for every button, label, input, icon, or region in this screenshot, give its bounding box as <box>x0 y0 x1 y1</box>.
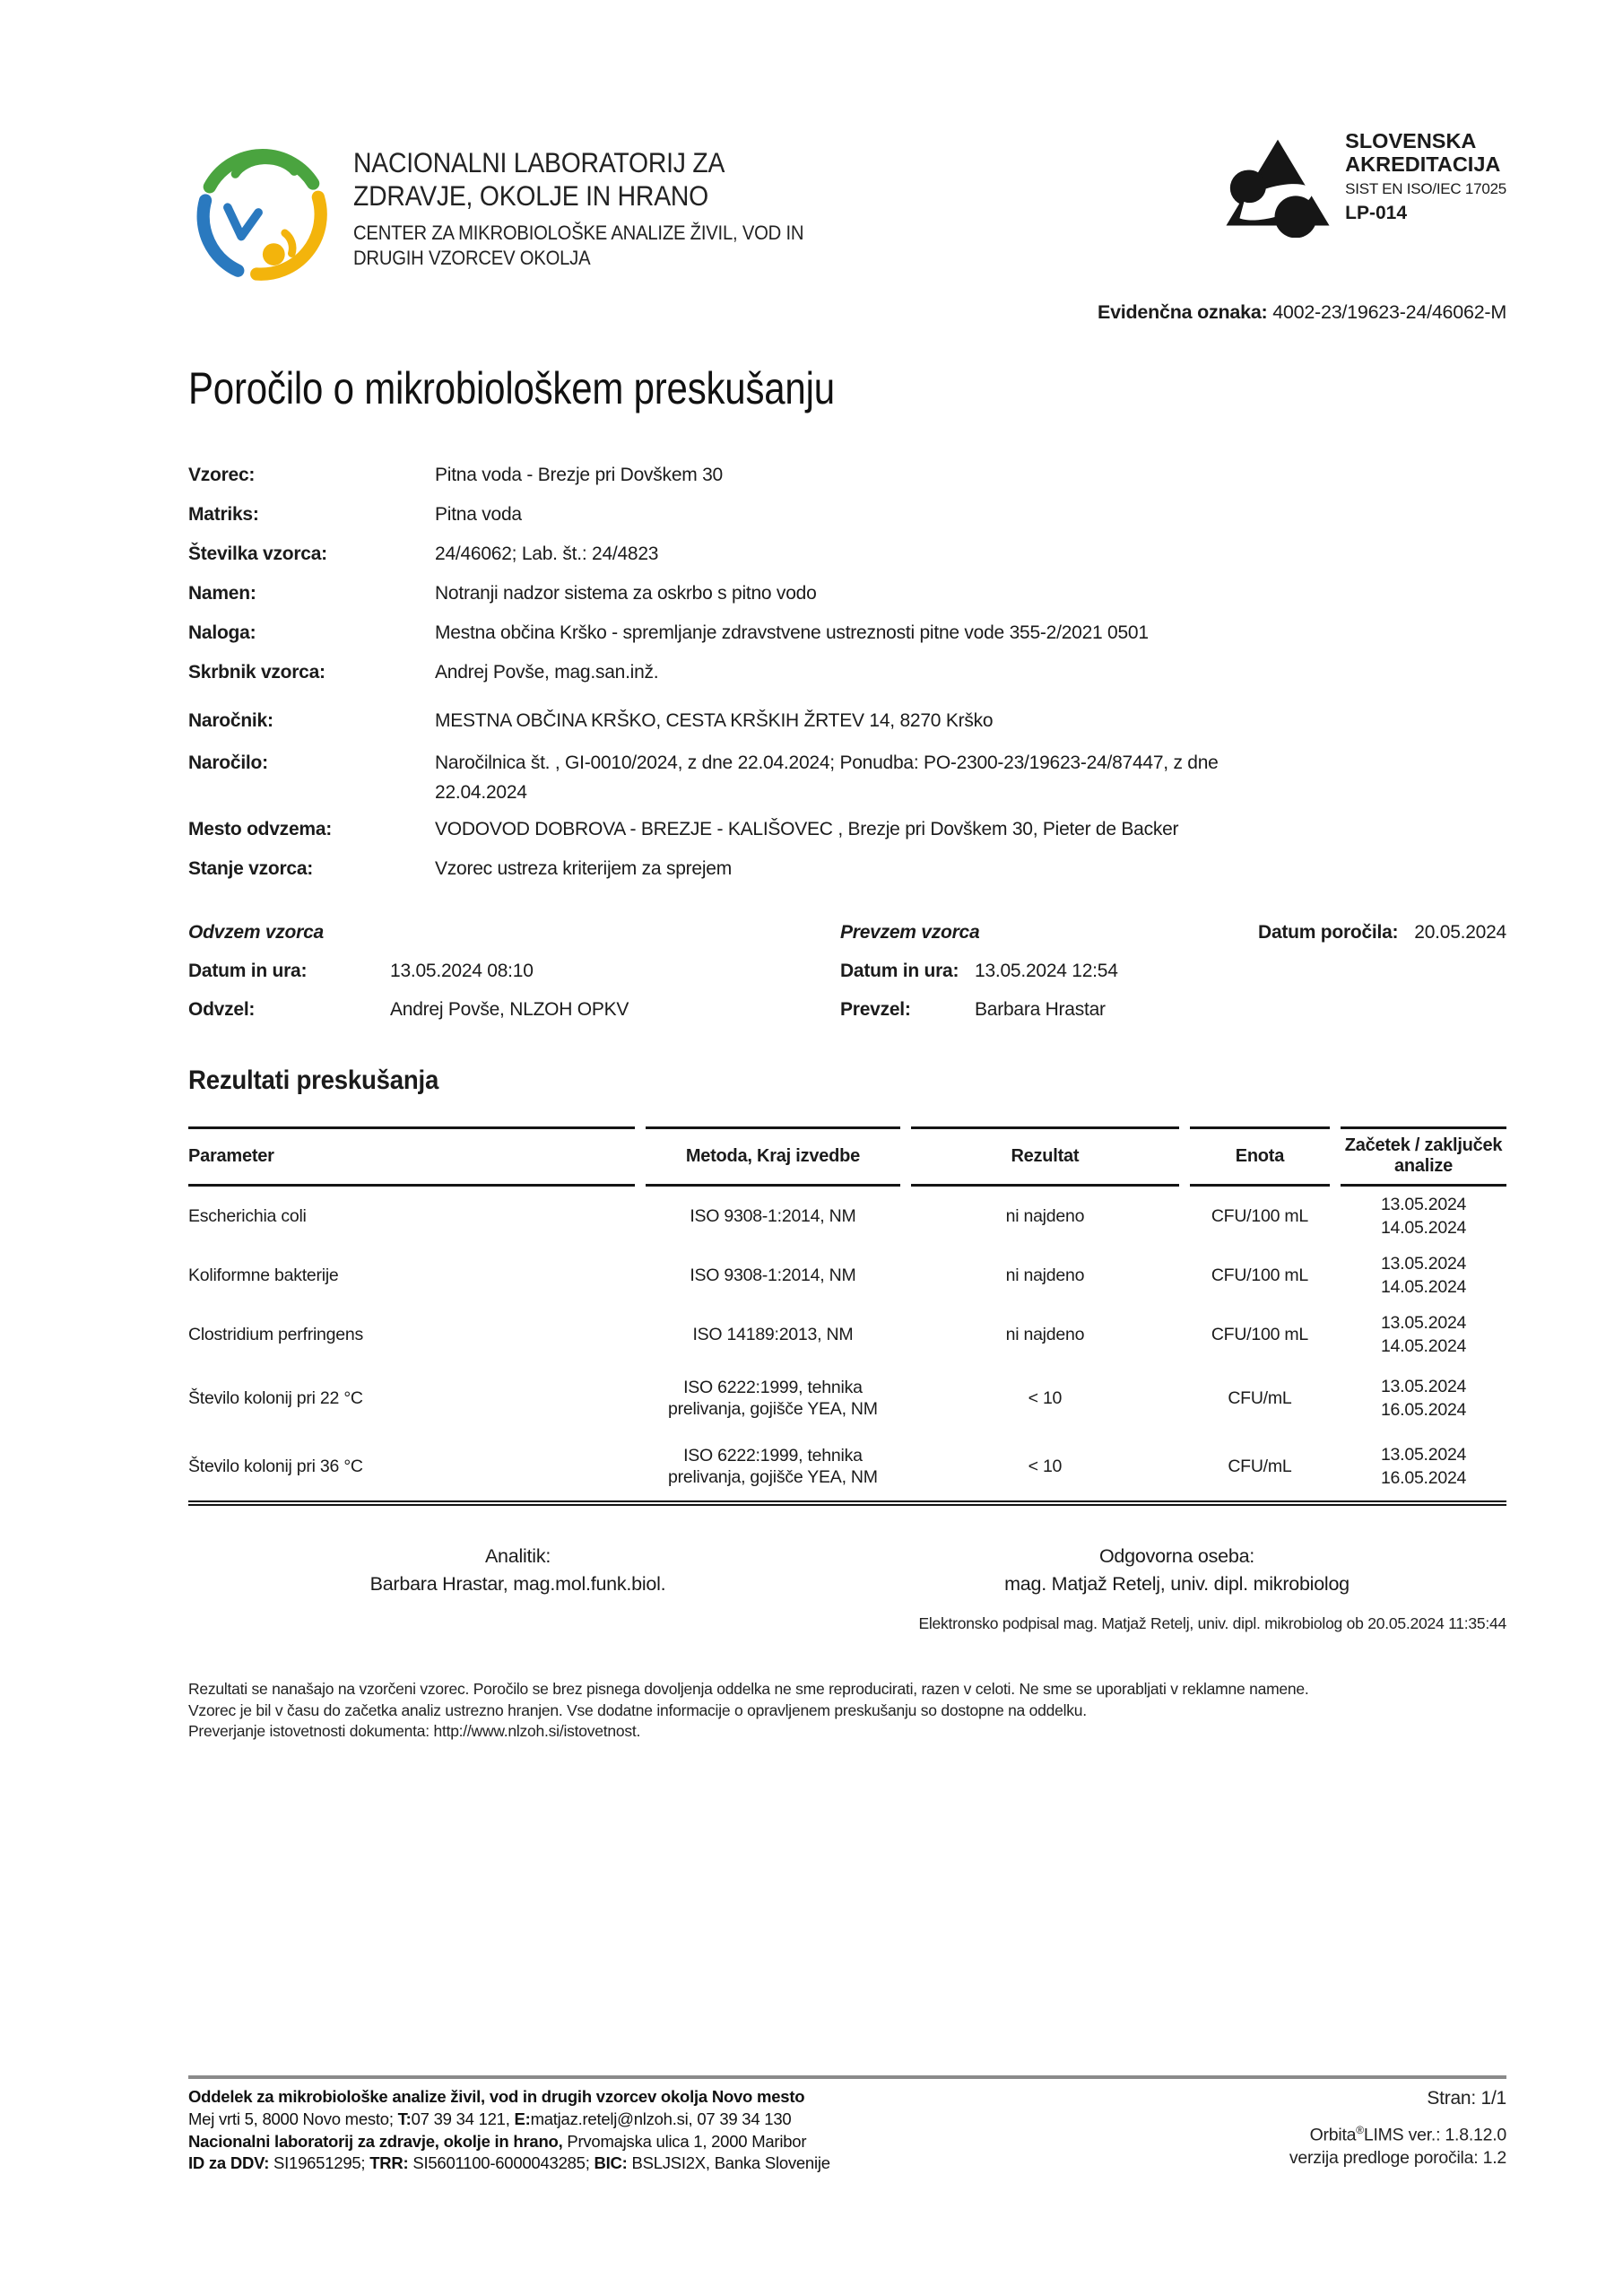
received-by-label: Prevzel: <box>840 999 911 1020</box>
sampling-section <box>188 920 1506 1036</box>
kv-value: Pitna voda <box>435 504 522 525</box>
sampling-datetime-left <box>188 959 840 983</box>
kv-row-vzorec <box>188 463 1506 487</box>
sampled-by-label: Odvzel: <box>188 999 256 1020</box>
footer-vat-label: ID za DDV: <box>188 2153 270 2173</box>
sampled-by-value: Andrej Povše, NLZOH OPKV <box>390 999 629 1020</box>
sampling-right-title-cell <box>840 920 1506 944</box>
cell-result: < 10 <box>1028 1457 1063 1476</box>
page-number: Stran: 1/1 <box>1427 2088 1506 2109</box>
footer-org-line <box>188 2131 830 2153</box>
disclaimer-line3: Preverjanje istovetnosti dokumenta: http://www.nlzoh.si/istovetnost. <box>188 1722 641 1740</box>
col-header-result: Rezultat <box>911 1126 1179 1187</box>
kv-value: Vzorec ustreza kriterijem za sprejem <box>435 858 732 879</box>
accreditation-code: LP-014 <box>1345 203 1408 223</box>
cell-parameter: Escherichia coli <box>188 1206 307 1226</box>
footer-contact-line <box>188 2109 830 2131</box>
organization-name-block <box>353 121 854 270</box>
accreditation-block <box>1223 121 1506 238</box>
analysis-end-date: 14.05.2024 <box>1380 1277 1467 1297</box>
sampling-datetime-row <box>188 959 1506 983</box>
page-title: Poročilo o mikrobiološkem preskušanju <box>188 363 835 413</box>
kv-label: Številka vzorca: <box>188 544 327 564</box>
kv-value <box>435 748 1506 807</box>
accreditation-text-block <box>1345 121 1506 224</box>
nlzoh-logo-icon <box>188 121 334 300</box>
org-subtitle-line1: CENTER ZA MIKROBIOLOŠKE ANALIZE ŽIVIL, VOD IN <box>353 222 804 244</box>
sample-info-section <box>188 463 1506 700</box>
footer-bic: BSLJSI2X, Banka Slovenije <box>627 2153 830 2173</box>
results-table-section <box>188 1126 1506 1506</box>
kv-row-naloga <box>188 621 1506 645</box>
cell-method: ISO 9308-1:2014, NM <box>690 1206 856 1226</box>
analysis-end-date: 14.05.2024 <box>1380 1218 1467 1238</box>
footer-org-address: Prvomajska ulica 1, 2000 Maribor <box>562 2131 807 2151</box>
footer-ids-line <box>188 2152 830 2175</box>
cell-dates <box>1341 1305 1506 1364</box>
kv-value: 24/46062; Lab. št.: 24/4823 <box>435 544 659 564</box>
kv-row-skrbnik-vzorca <box>188 660 1506 684</box>
kv-value: VODOVOD DOBROVA - BREZJE - KALIŠOVEC , Brezje pri Dovškem 30, Pieter de Backer <box>435 819 1179 839</box>
report-date-label: Datum poročila: <box>1258 922 1399 943</box>
kv-row-narocilo <box>188 748 1506 807</box>
footer-email-label: E: <box>514 2109 531 2128</box>
results-header-row <box>188 1126 1506 1187</box>
kv-row-stanje-vzorca <box>188 857 1506 881</box>
kv-label: Namen: <box>188 583 256 604</box>
slovenska-akreditacija-logo-icon <box>1223 134 1332 238</box>
footer-org-name: Nacionalni laboratorij za zdravje, okolje in hrano, <box>188 2131 563 2151</box>
cell-result: ni najdeno <box>1005 1265 1085 1285</box>
lims-version <box>1289 2119 1506 2147</box>
cell-method: ISO 14189:2013, NM <box>692 1325 854 1344</box>
table-row <box>188 1432 1506 1500</box>
footer-address-block <box>188 2086 830 2175</box>
cell-parameter: Koliformne bakterije <box>188 1265 339 1285</box>
reference-value: 4002-23/19623-24/46062-M <box>1272 301 1506 323</box>
registered-trademark-mark: ® <box>1356 2124 1364 2136</box>
kv-value: Andrej Povše, mag.san.inž. <box>435 662 659 683</box>
cell-unit: CFU/100 mL <box>1211 1325 1308 1344</box>
datetime-value: 13.05.2024 08:10 <box>390 961 534 981</box>
footer-trr-label: TRR: <box>369 2153 409 2173</box>
analysis-start-date: 13.05.2024 <box>1380 1445 1467 1465</box>
analysis-end-date: 14.05.2024 <box>1380 1336 1467 1356</box>
cell-dates <box>1341 1432 1506 1500</box>
electronic-signature-note: Elektronsko podpisal mag. Matjaž Retelj, univ. dipl. mikrobiolog ob 20.05.2024 11:35:44 <box>918 1614 1506 1632</box>
org-subtitle-line2: DRUGIH VZORCEV OKOLJA <box>353 246 591 269</box>
table-row <box>188 1187 1506 1246</box>
datetime-label: Datum in ura: <box>840 961 959 981</box>
cell-unit: CFU/mL <box>1228 1457 1292 1476</box>
accreditation-standard: SIST EN ISO/IEC 17025 <box>1345 180 1506 197</box>
report-date <box>1258 920 1506 944</box>
col-header-dates: Začetek / zaključek analize <box>1341 1126 1506 1187</box>
responsible-name: mag. Matjaž Retelj, univ. dipl. mikrobiolog <box>1004 1573 1350 1595</box>
cell-method: ISO 6222:1999, tehnika prelivanja, gojišče YEA, NM <box>668 1446 878 1487</box>
footer-trr: SI5601100-6000043285; <box>408 2153 595 2173</box>
analysis-start-date: 13.05.2024 <box>1380 1377 1467 1396</box>
disclaimer-line2: Vzorec je bil v času do začetka analiz ustrezno hranjen. Vse dodatne informacije o opravljenem preskušanju so dostopne na oddelku. <box>188 1700 1087 1719</box>
cell-parameter: Clostridium perfringens <box>188 1325 363 1344</box>
cell-dates <box>1341 1364 1506 1432</box>
kv-value: Notranji nadzor sistema za oskrbo s pitno vodo <box>435 583 817 604</box>
analysis-start-date: 13.05.2024 <box>1380 1313 1467 1333</box>
col-header-parameter: Parameter <box>188 1126 635 1187</box>
received-by-value: Barbara Hrastar <box>975 999 1106 1020</box>
cell-result: < 10 <box>1028 1388 1063 1408</box>
analyst-signature <box>188 1543 847 1598</box>
footer-department-line: Oddelek za mikrobiološke analize živil, vod in drugih vzorcev okolja Novo mesto <box>188 2087 805 2106</box>
kv-value: Pitna voda - Brezje pri Dovškem 30 <box>435 465 723 485</box>
analysis-end-date: 16.05.2024 <box>1380 1468 1467 1488</box>
footer-bic-label: BIC: <box>594 2153 628 2173</box>
footer-email: matjaz.retelj@nlzoh.si, 07 39 34 130 <box>530 2109 792 2128</box>
kv-row-mesto-odvzema <box>188 817 1506 841</box>
kv-label: Naloga: <box>188 622 256 643</box>
receipt-title: Prevzem vzorca <box>840 922 980 943</box>
document-header <box>188 121 1506 300</box>
footer-meta-block <box>1289 2088 1506 2170</box>
kv-label: Naročilo: <box>188 752 268 773</box>
table-row <box>188 1364 1506 1432</box>
kv-row-matriks <box>188 502 1506 526</box>
sampling-left-title-cell <box>188 920 840 944</box>
kv-label: Naročnik: <box>188 710 273 731</box>
cell-method: ISO 6222:1999, tehnika prelivanja, gojišče YEA, NM <box>668 1378 878 1419</box>
kv-value: Mestna občina Krško - spremljanje zdravstvene ustreznosti pitne vode 355-2/2021 0501 <box>435 622 1149 643</box>
datetime-value: 13.05.2024 12:54 <box>975 961 1118 981</box>
sampling-person-row <box>188 997 1506 1022</box>
footer-phone: 07 39 34 121, <box>411 2109 515 2128</box>
accreditation-title-line2: AKREDITACIJA <box>1345 152 1501 176</box>
analyst-name: Barbara Hrastar, mag.mol.funk.biol. <box>369 1573 666 1595</box>
disclaimer-section <box>188 1679 1506 1743</box>
sampling-person-right <box>840 997 1506 1022</box>
cell-parameter: Število kolonij pri 22 °C <box>188 1388 363 1408</box>
report-date-value: 20.05.2024 <box>1414 922 1506 943</box>
results-table-wrap <box>188 1126 1506 1506</box>
analysis-start-date: 13.05.2024 <box>1380 1254 1467 1274</box>
footer-address: Mej vrti 5, 8000 Novo mesto; <box>188 2109 398 2128</box>
kv-label: Matriks: <box>188 504 259 525</box>
results-heading: Rezultati preskušanja <box>188 1065 439 1095</box>
responsible-signature <box>847 1543 1506 1598</box>
kv-label: Stanje vzorca: <box>188 858 314 879</box>
kv-label: Mesto odvzema: <box>188 819 333 839</box>
cell-unit: CFU/100 mL <box>1211 1206 1308 1226</box>
sampling-title: Odvzem vzorca <box>188 922 324 943</box>
cell-result: ni najdeno <box>1005 1325 1085 1344</box>
template-version: verzija predloge poročila: 1.2 <box>1289 2147 1506 2168</box>
footer-phone-label: T: <box>397 2109 412 2128</box>
col-header-unit: Enota <box>1190 1126 1330 1187</box>
kv-row-narocnik <box>188 709 1506 733</box>
signatures-section <box>188 1543 1506 1598</box>
reference-label: Evidenčna oznaka: <box>1097 301 1268 323</box>
disclaimer-line1: Rezultati se nanašajo na vzorčeni vzorec. Poročilo se brez pisnega dovoljenja oddelka ne sme reproducirati, razen v celoti. Ne sme se uporabljati v reklamne namene. <box>188 1680 1309 1698</box>
kv-row-stevilka-vzorca <box>188 542 1506 566</box>
analysis-end-date: 16.05.2024 <box>1380 1400 1467 1420</box>
col-header-method: Metoda, Kraj izvedbe <box>646 1126 900 1187</box>
cell-parameter: Število kolonij pri 36 °C <box>188 1457 363 1476</box>
footer-vat: SI19651295; <box>269 2153 370 2173</box>
org-name-line1: NACIONALNI LABORATORIJ ZA <box>353 146 725 178</box>
kv-value-line2: 22.04.2024 <box>435 782 527 803</box>
cell-unit: CFU/mL <box>1228 1388 1292 1408</box>
sampling-titles-row <box>188 920 1506 944</box>
sampling-person-left <box>188 997 840 1022</box>
responsible-title: Odgovorna oseba: <box>1098 1545 1255 1567</box>
reference-number-line <box>188 301 1506 324</box>
lims-name: Orbita <box>1309 2125 1357 2145</box>
kv-label: Skrbnik vzorca: <box>188 662 325 683</box>
client-info-section <box>188 709 1506 896</box>
org-subtitle-block <box>353 221 854 270</box>
footer-divider <box>188 2075 1506 2079</box>
cell-dates <box>1341 1246 1506 1305</box>
datetime-label: Datum in ura: <box>188 961 308 981</box>
results-table <box>178 1126 1517 1500</box>
accreditation-title-line1: SLOVENSKA <box>1345 129 1477 152</box>
cell-result: ni najdeno <box>1005 1206 1085 1226</box>
analysis-start-date: 13.05.2024 <box>1380 1195 1467 1214</box>
cell-unit: CFU/100 mL <box>1211 1265 1308 1285</box>
analyst-title: Analitik: <box>484 1545 551 1567</box>
kv-row-namen <box>188 581 1506 605</box>
cell-method: ISO 9308-1:2014, NM <box>690 1265 856 1285</box>
kv-label: Vzorec: <box>188 465 256 485</box>
lims-version-number: LIMS ver.: 1.8.12.0 <box>1363 2125 1506 2145</box>
kv-value: MESTNA OBČINA KRŠKO, CESTA KRŠKIH ŽRTEV 14, 8270 Krško <box>435 710 994 731</box>
cell-dates <box>1341 1187 1506 1246</box>
org-name-line2: ZDRAVJE, OKOLJE IN HRANO <box>353 179 708 212</box>
table-row <box>188 1246 1506 1305</box>
kv-value-line1: Naročilnica št. , GI-0010/2024, z dne 22.04.2024; Ponudba: PO-2300-23/19623-24/87447, z dne <box>435 752 1219 773</box>
table-row <box>188 1305 1506 1364</box>
sampling-datetime-right <box>840 959 1506 983</box>
